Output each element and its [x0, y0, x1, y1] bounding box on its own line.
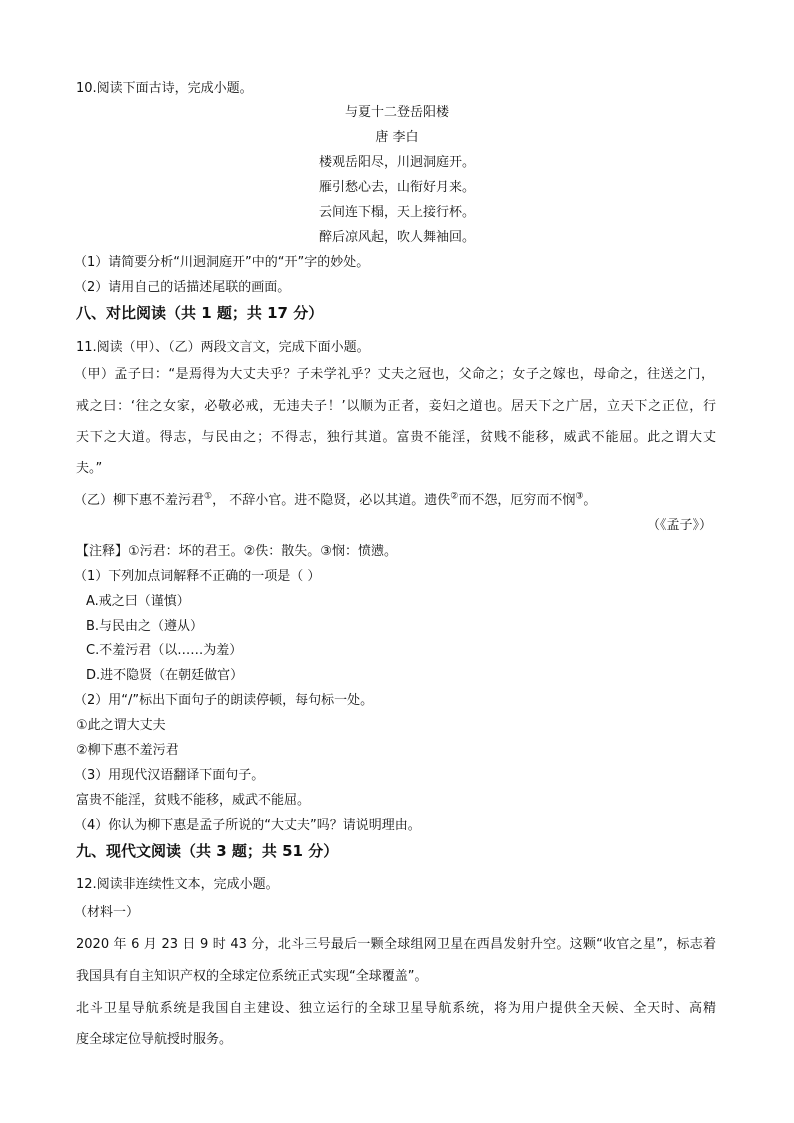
footnote-marker: ① [204, 491, 213, 502]
q10-question-1: （1）请简要分析“川迥洞庭开”中的“开”字的妙处。 [74, 255, 370, 270]
q11-intro: 11.阅读（甲）、（乙）两段文言文，完成下面小题。 [76, 340, 370, 355]
q11-sub2-item: ②柳下惠不羞污君 [76, 743, 179, 758]
jia-text-line: 天下之大道。得志，与民由之；不得志，独行其道。富贵不能淫，贫贱不能移，威武不能屈。此之谓大丈 [76, 430, 716, 445]
annotation: 【注释】①污君：坏的君王。②佚：散失。③悯：愤懑。 [76, 544, 397, 559]
option-b: B.与民由之（遵从） [86, 619, 204, 634]
poem-line: 楼观岳阳尽，川迥洞庭开。 [318, 155, 475, 170]
footnote-marker: ③ [575, 491, 584, 502]
q11-sub3-sentence: 富贵不能淫，贫贱不能移，威武不能屈。 [76, 793, 311, 808]
poem-author: 唐 李白 [375, 130, 419, 145]
jia-text-line: 夫。” [76, 461, 103, 476]
yi-text-part: ， 不辞小官。进不隐贤，必以其道。遗佚 [212, 493, 451, 508]
material-text-line: 2020 年 6 月 23 日 9 时 43 分，北斗三号最后一颗全球组网卫星在西昌发射升空。这颗“收官之星”，标志着 [76, 937, 716, 952]
section-heading-8: 八、对比阅读（共 1 题；共 17 分） [76, 304, 324, 322]
jia-text-line: 戒之曰：‘往之女家，必敬必戒，无违夫子！’以顺为正者，妾妇之道也。居天下之广居，立天下之正位，行 [76, 399, 716, 414]
material-label: （材料一） [74, 905, 140, 920]
jia-text-line: （甲）孟子曰：“是焉得为大丈夫乎？子未学礼乎？丈夫之冠也，父命之；女子之嫁也，母命之，往送之门， [74, 367, 714, 382]
yi-text [74, 492, 596, 510]
poem-line: 醉后凉风起，吹人舞袖回。 [318, 230, 475, 245]
q11-sub3-question: （3）用现代汉语翻译下面句子。 [74, 768, 265, 783]
material-text-line: 我国具有自主知识产权的全球定位系统正式实现“全球覆盖”。 [76, 969, 428, 984]
option-a: A.戒之曰（谨慎） [86, 594, 190, 609]
poem-title: 与夏十二登岳阳楼 [344, 105, 449, 120]
yi-text-part: 。 [583, 493, 597, 508]
option-d: D.进不隐贤（在朝廷做官） [86, 668, 244, 683]
poem-line: 云间连下榻，天上接行杯。 [318, 205, 475, 220]
q11-sub2-item: ①此之谓大丈夫 [76, 718, 166, 733]
option-c: C.不羞污君（以……为羞） [86, 643, 243, 658]
yi-text-part: （乙）柳下惠不羞污君 [74, 493, 205, 508]
q11-sub2-question: （2）用“/”标出下面句子的朗读停顿，每句标一处。 [74, 693, 374, 708]
q11-sub4-question: （4）你认为柳下惠是孟子所说的“大丈夫”吗？请说明理由。 [74, 818, 421, 833]
q10-question-2: （2）请用自己的话描述尾联的画面。 [74, 280, 291, 295]
yi-text-part: 而不怨，厄穷而不悯 [458, 493, 576, 508]
q11-sub1-question: （1）下列加点词解释不正确的一项是（ ） [74, 569, 321, 584]
poem-line: 雁引愁心去，山衔好月来。 [318, 180, 475, 195]
material-text-line: 度全球定位导航授时服务。 [76, 1032, 233, 1047]
q10-intro: 10.阅读下面古诗，完成小题。 [76, 81, 253, 96]
footnote-marker: ② [450, 491, 459, 502]
section-heading-9: 九、现代文阅读（共 3 题；共 51 分） [76, 842, 339, 860]
material-text-line: 北斗卫星导航系统是我国自主建设、独立运行的全球卫星导航系统，将为用户提供全天候、全天时、高精 [76, 1001, 716, 1016]
source-citation: （《孟子》） [646, 518, 712, 533]
q12-intro: 12.阅读非连续性文本，完成小题。 [76, 877, 279, 892]
